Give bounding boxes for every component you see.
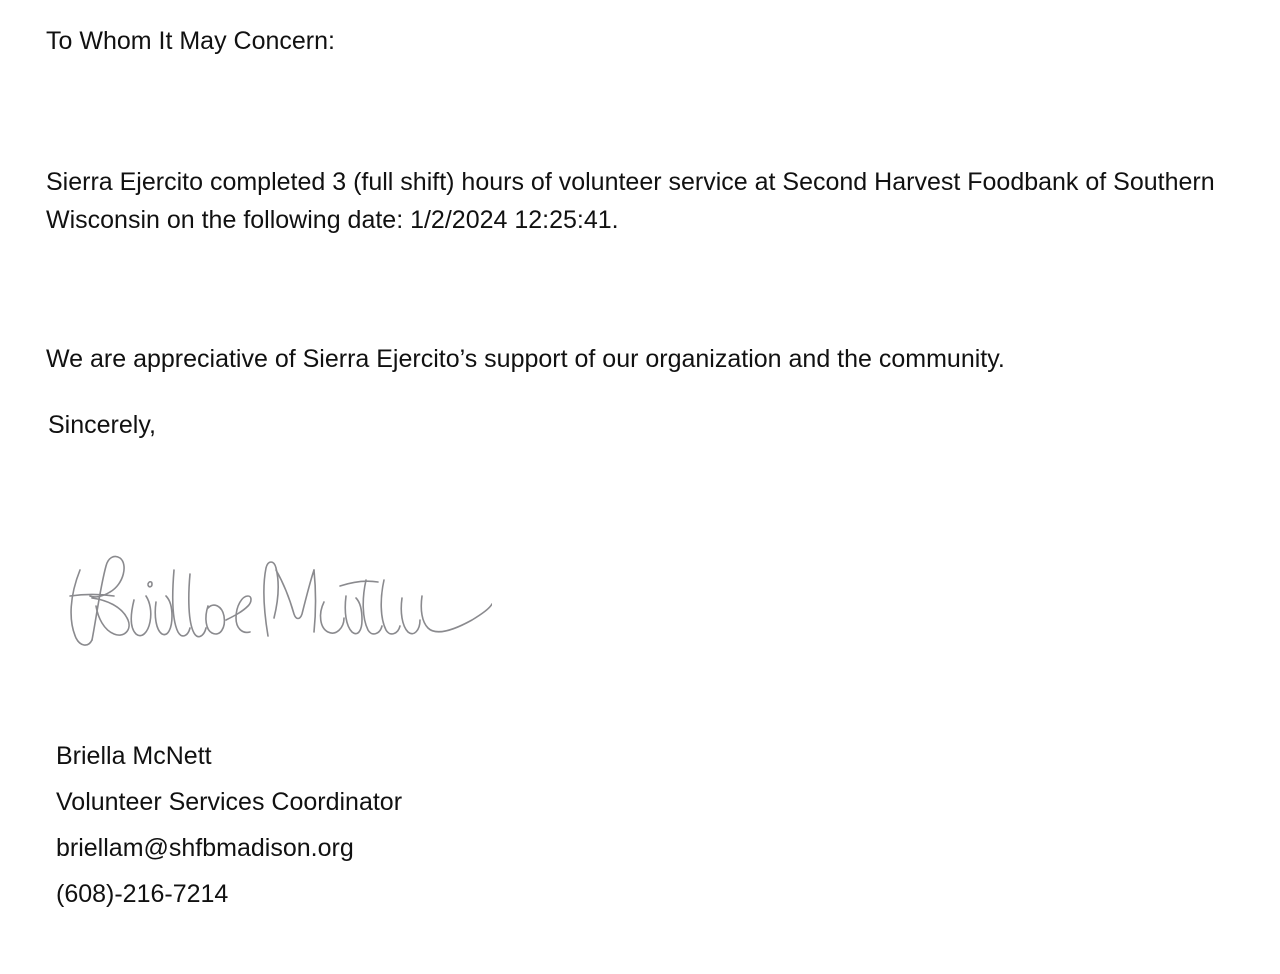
signoff-name: Briella McNett <box>56 742 212 770</box>
letter-body-paragraph: Sierra Ejercito completed 3 (full shift) hours of volunteer service at Second Harvest Foodbank of Southern Wisconsin on the following date: 1/2/2024 12:25:41. <box>46 168 1215 234</box>
letter-salutation: To Whom It May Concern: <box>46 27 335 55</box>
signoff-title: Volunteer Services Coordinator <box>56 788 403 816</box>
letter-appreciation-paragraph: We are appreciative of Sierra Ejercito’s support of our organization and the community. <box>46 345 1005 373</box>
signoff-email: briellam@shfbmadison.org <box>56 834 354 862</box>
signature-image <box>62 540 492 670</box>
letter-closing: Sincerely, <box>48 411 156 439</box>
signoff-phone: (608)-216-7214 <box>56 880 229 908</box>
letter-signoff-block <box>56 733 402 917</box>
